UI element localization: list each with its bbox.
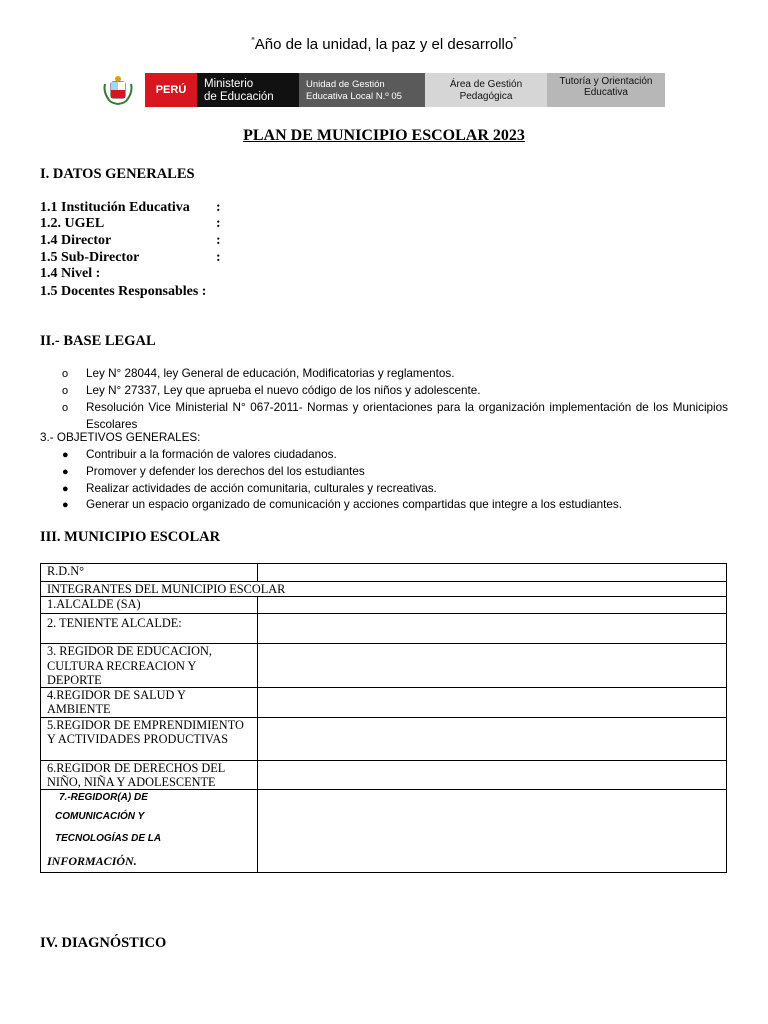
general-item: 1.4 Nivel : <box>40 266 101 281</box>
year-motto: “Año de la unidad, la paz y el desarrollo” <box>251 36 517 53</box>
ugel-label: Unidad de Gestión Educativa Local N.º 05 <box>299 73 425 107</box>
hollow-circle-bullet-icon: o <box>62 402 69 414</box>
filled-circle-bullet-icon: ● <box>62 483 69 495</box>
municipio-table <box>40 563 727 873</box>
objective-item: ● Realizar actividades de acción comunitaria, culturales y recreativas. <box>62 481 437 498</box>
hollow-circle-bullet-icon: o <box>62 368 69 380</box>
table-row <box>41 760 727 790</box>
year-motto-text: Año de la unidad, la paz y el desarrollo <box>254 36 514 53</box>
area-label: Área de Gestión Pedagógica <box>425 73 547 107</box>
table-cell-value[interactable] <box>258 760 727 790</box>
table-row <box>41 717 727 760</box>
filled-circle-bullet-icon: ● <box>62 466 69 478</box>
peru-label: PERÚ <box>139 73 197 107</box>
table-cell-label: 6.REGIDOR DE DERECHOS DEL NIÑO, NIÑA Y ADOLESCENTE <box>41 760 258 790</box>
hollow-circle-bullet-icon: o <box>62 385 69 397</box>
document-title: PLAN DE MUNICIPIO ESCOLAR 2023 <box>243 127 525 144</box>
general-item: 1.1 Institución Educativa : <box>40 200 221 215</box>
table-cell-value[interactable] <box>258 614 727 644</box>
ministry-label: Ministerio de Educación <box>197 73 299 107</box>
general-item: 1.5 Sub-Director : <box>40 250 221 265</box>
objective-item: ● Generar un espacio organizado de comunicación y acciones compartidas que integre a los estudiantes. <box>62 497 622 514</box>
table-cell-value[interactable] <box>258 597 727 614</box>
objective-item: ● Promover y defender los derechos del los estudiantes <box>62 464 365 481</box>
table-row <box>41 597 727 614</box>
legal-item: o Ley N° 27337, Ley que aprueba el nuevo código de los niños y adolescente. <box>62 383 728 400</box>
table-cell-label: 3. REGIDOR DE EDUCACION, CULTURA RECREACION Y DEPORTE <box>41 644 258 688</box>
filled-circle-bullet-icon: ● <box>62 449 69 461</box>
section-diagnostico-heading: IV. DIAGNÓSTICO <box>40 935 167 951</box>
general-item: 1.4 Director : <box>40 233 221 248</box>
table-cell-value[interactable] <box>258 688 727 718</box>
peru-coat-of-arms-icon <box>97 73 139 107</box>
objective-item: ● Contribuir a la formación de valores ciudadanos. <box>62 447 337 464</box>
general-item: 1.2. UGEL : <box>40 216 221 231</box>
table-cell-label: 7.-REGIDOR(A) DE COMUNICACIÓN Y TECNOLOGÍAS DE LA INFORMACIÓN. <box>41 790 258 873</box>
table-cell-label: R.D.N° <box>41 564 258 582</box>
table-row <box>41 790 727 873</box>
table-cell-label: 5.REGIDOR DE EMPRENDIMIENTO Y ACTIVIDADES PRODUCTIVAS <box>41 717 258 760</box>
tutoria-label: Tutoría y Orientación Educativa <box>547 73 665 107</box>
table-cell-label: 2. TENIENTE ALCALDE: <box>41 614 258 644</box>
legal-item: o Ley N° 28044, ley General de educación, Modificatorias y reglamentos. <box>62 366 728 383</box>
table-row <box>41 614 727 644</box>
section-datos-generales-heading: I. DATOS GENERALES <box>40 166 195 182</box>
table-row <box>41 582 727 597</box>
general-item: 1.5 Docentes Responsables : <box>40 284 207 299</box>
table-row <box>41 688 727 718</box>
table-cell-value[interactable] <box>258 717 727 760</box>
section-base-legal-heading: II.- BASE LEGAL <box>40 333 156 349</box>
table-cell-value[interactable] <box>258 790 727 873</box>
table-row <box>41 564 727 582</box>
legal-item: o Resolución Vice Ministerial N° 067-2011- Normas y orientaciones para la organización implementación de los Municipios Escolares <box>62 401 728 431</box>
table-cell-value[interactable] <box>258 564 727 582</box>
table-row <box>41 644 727 688</box>
table-cell-label: 4.REGIDOR DE SALUD Y AMBIENTE <box>41 688 258 718</box>
section-municipio-heading: III. MUNICIPIO ESCOLAR <box>40 529 221 545</box>
objectives-heading: 3.- OBJETIVOS GENERALES: <box>40 431 201 444</box>
table-cell-label: 1.ALCALDE (SA) <box>41 597 258 614</box>
table-cell-value[interactable] <box>258 644 727 688</box>
filled-circle-bullet-icon: ● <box>62 499 69 511</box>
institution-banner <box>97 73 665 107</box>
table-cell-label: INTEGRANTES DEL MUNICIPIO ESCOLAR <box>41 582 727 597</box>
